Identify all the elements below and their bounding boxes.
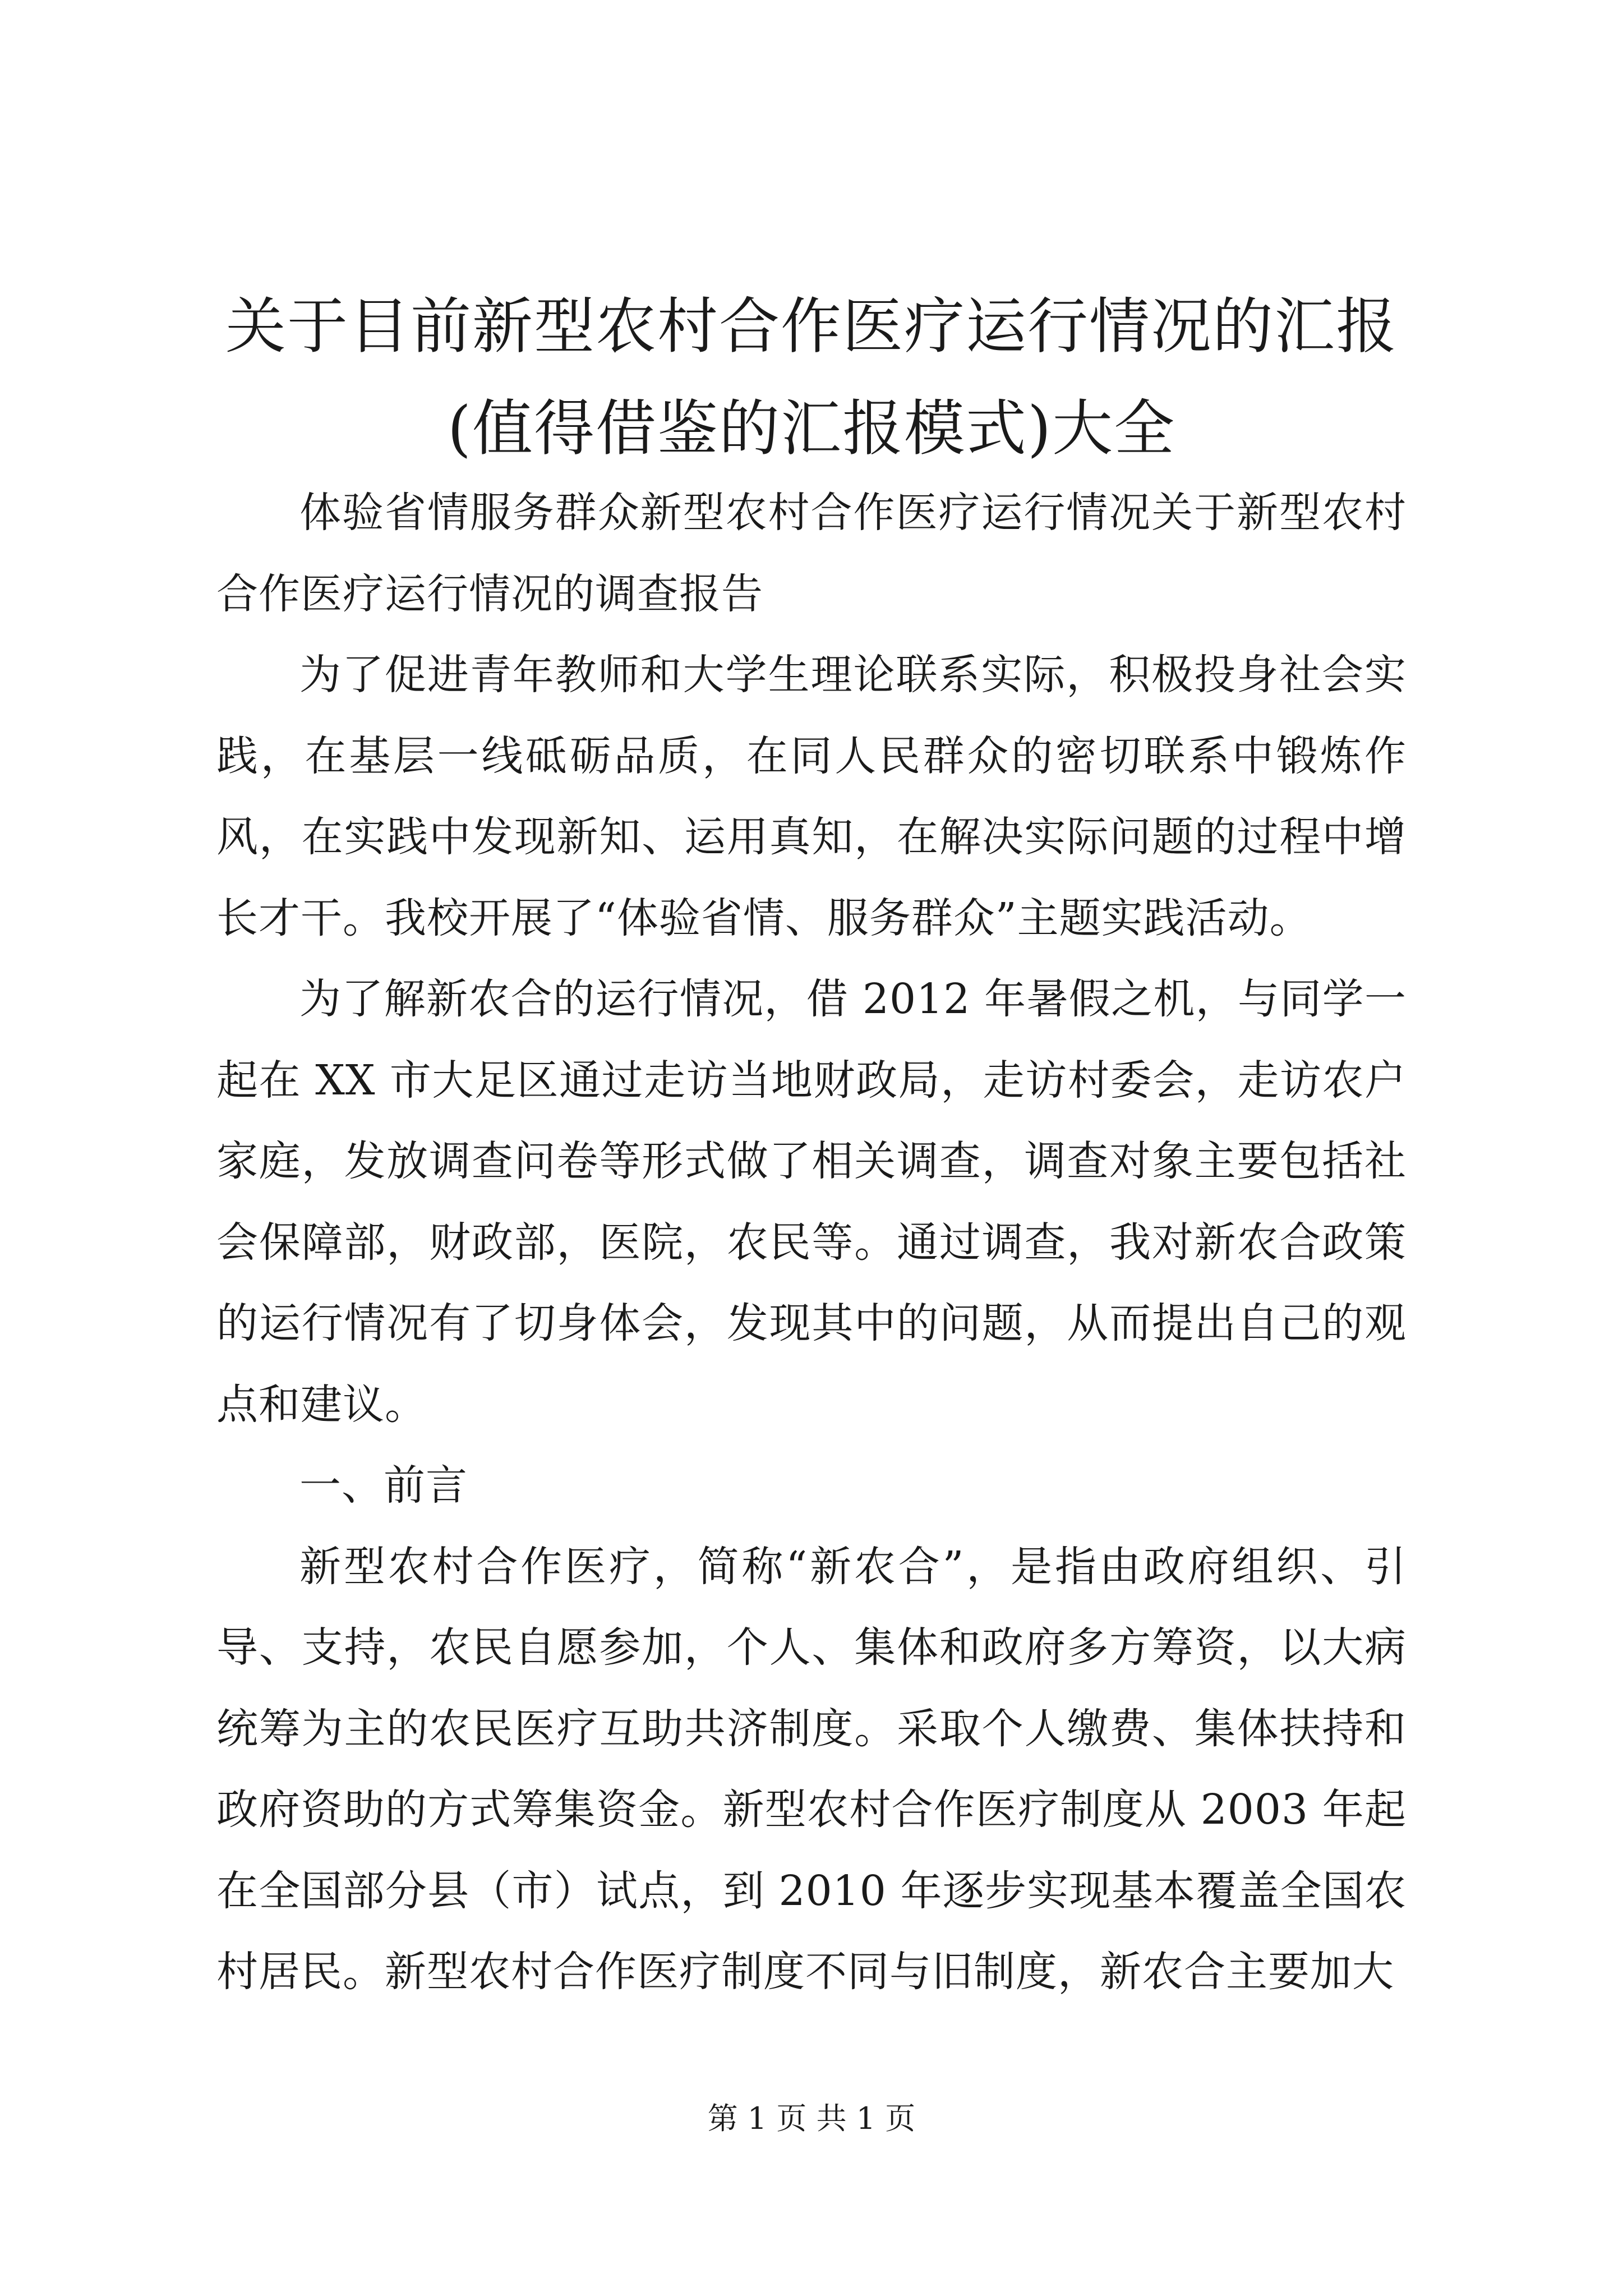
page-footer: 第 1 页 共 1 页: [707, 2101, 916, 2136]
document-title: [213, 276, 1410, 480]
section-heading-preface: 一、前言: [299, 1461, 468, 1510]
title-line-2: (值得借鉴的汇报模式)大全: [447, 394, 1176, 464]
title-line-1: 关于目前新型农村合作医疗运行情况的汇报: [225, 292, 1398, 362]
paragraph-definition: 新型农村合作医疗，简称“新农合”，是指由政府组织、引导、支持，农民自愿参加，个人、集体和政府多方筹资，以大病统筹为主的农民医疗互助共济制度。采取个人缴费、集体扶持和政府资助的方式筹集资金。新型农村合作医疗制度从 2003 年起在全国部分县（市）试点，到 2010 年逐步实现基本覆盖全国农村居民。新型农村合作医疗制度不同与旧制度，新农合主要加大: [216, 1542, 1407, 1996]
paragraph-purpose: 为了促进青年教师和大学生理论联系实际，积极投身社会实践，在基层一线砥砺品质，在同人民群众的密切联系中锻炼作风，在实践中发现新知、运用真知，在解决实际问题的过程中增长才干。我校开展了“体验省情、服务群众”主题实践活动。: [216, 651, 1407, 942]
paragraph-intro: 体验省情服务群众新型农村合作医疗运行情况关于新型农村合作医疗运行情况的调查报告: [216, 489, 1407, 618]
document-body: [216, 472, 1407, 2013]
paragraph-survey: 为了解新农合的运行情况，借 2012 年暑假之机，与同学一起在 XX 市大足区通过走访当地财政局，走访村委会，走访农户家庭，发放调查问卷等形式做了相关调查，调查对象主要包括社会保障部，财政部，医院，农民等。通过调查，我对新农合政策的运行情况有了切身体会，发现其中的问题，从而提出自己的观点和建议。: [216, 975, 1407, 1429]
